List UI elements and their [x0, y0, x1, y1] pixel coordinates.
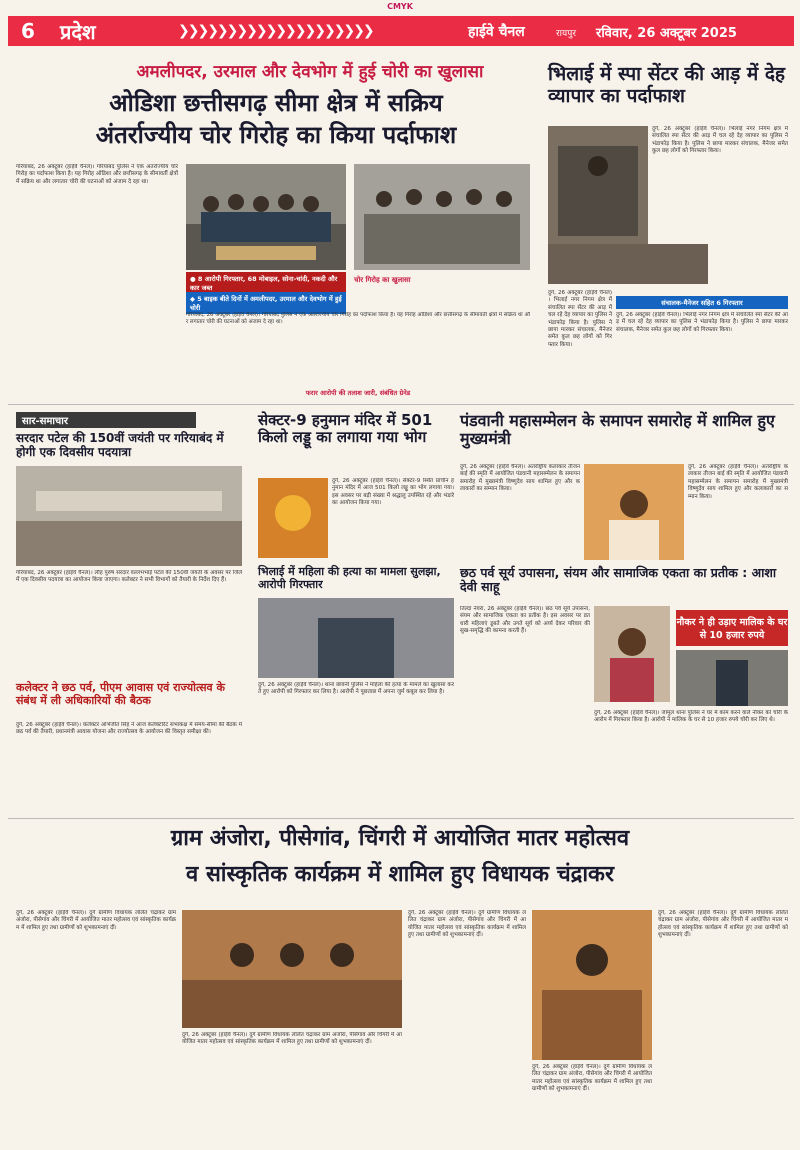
gram-headline-line2: व सांस्कृतिक कार्यक्रम में शामिल हुए विधायक चंद्राकर: [186, 862, 614, 887]
murder-body: [258, 682, 454, 812]
lead-caption-2: ◆ 5 बाइक बीते दिनों में अमलीपदर, उरमाल और देवभोग में हुई चोरी: [186, 292, 346, 314]
bhilai-caption: संचालक-मैनेजर सहित 6 गिरफ्तार: [616, 296, 788, 309]
bhilai-body-bottom: [616, 312, 788, 400]
lead-body-column: [16, 164, 178, 400]
gram-body-text-4: दुर्ग, 26 अक्टूबर (हाईवे चैनल)। दुर्ग ग्रामीण विधायक ललित चंद्राकर ग्राम अंजोरा, पीसेगांव और चिंगरी में आयोजित मातर महोत्सव एवं सांस्कृतिक कार्यक्रम में शामिल हुए तथा ग्रामीणों को शुभकामनाएं दीं।: [532, 1064, 652, 1093]
gram-body-4: [532, 1064, 652, 1138]
pandwani-body: [460, 464, 580, 560]
chief-minister-image: [584, 464, 684, 560]
issue-date: रविवार, 26 अक्टूबर 2025: [596, 26, 737, 41]
chhath-body: [460, 606, 590, 812]
gram-body-5: [658, 910, 788, 1138]
pandwani-body-2: [688, 464, 788, 560]
collector-body-text: दुर्ग, 26 अक्टूबर (हाईवे चैनल)। कलेक्टर अभिजीत सिंह ने आज कलेक्टोरेट सभाकक्ष में समय-सीमा की बैठक में छठ पर्व की तैयारी, प्रधानमंत्री आवास योजना और राज्योत्सव के आयोजन की विस्तृत समीक्षा की।: [16, 722, 242, 736]
arrested-servant-image: [676, 650, 788, 706]
murder-body-text: दुर्ग, 26 अक्टूबर (हाईवे चैनल)। थाना छावनी पुलिस ने महिला की हत्या के मामले का खुलासा करते हुए आरोपी को गिरफ्तार कर लिया है। आरोपी ने पूछताछ में अपना जुर्म कबूल कर लिया है।: [258, 682, 454, 696]
pandwani-body-text: दुर्ग, 26 अक्टूबर (हाईवे चैनल)। अंतर्राष्ट्रीय कलाकार तीजन बाई की स्मृति में आयोजित पंडवानी महासम्मेलन के समापन समारोह में मुख्यमंत्री विष्णुदेव साय शामिल हुए और कलाकारों का सम्मान किया।: [460, 464, 580, 493]
chhath-body-text: तिल्दा नेवरा, 26 अक्टूबर (हाईवे चैनल)। छठ पर्व सूर्य उपासना, संयम और सामाजिक एकता का प्रतीक है। इस अवसर पर व्रतधारी महिलाएं डूबते और उगते सूर्य को अर्घ्य देकर परिवार की सुख-समृद्धि की कामना करती हैं।: [460, 606, 590, 635]
laddu-photo: [258, 478, 328, 558]
collector-headline: कलेक्टर ने छठ पर्व, पीएम आवास एवं राज्योत्सव के संबंध में ली अधिकारियों की बैठक: [16, 681, 225, 707]
pandwani-headline: पंडवानी महासम्मेलन के समापन समारोह में शामिल हुए मुख्यमंत्री: [460, 411, 775, 449]
page-header: [8, 16, 794, 46]
lead-kicker: अमलीपदर, उरमाल और देवभोग में हुई चोरी का खुलासा: [136, 62, 484, 82]
gram-body-text-2: दुर्ग, 26 अक्टूबर (हाईवे चैनल)। दुर्ग ग्रामीण विधायक ललित चंद्राकर ग्राम अंजोरा, पीसेगांव और चिंगरी में आयोजित मातर महोत्सव एवं सांस्कृतिक कार्यक्रम में शामिल हुए तथा ग्रामीणों को शुभकामनाएं दीं।: [182, 1032, 402, 1046]
sardar-patel-body-text: गरियाबंद, 26 अक्टूबर (हाईवे चैनल)। लौह पुरुष सरदार वल्लभभाई पटेल की 150वीं जयंती के अवसर पर जिले में एक दिवसीय पदयात्रा का आयोजन किया जाएगा। कलेक्टर ने सभी विभागों को तैयारी के निर्देश दिए हैं।: [16, 570, 242, 584]
seized-items-photo: [354, 164, 530, 270]
gram-body-text-3: दुर्ग, 26 अक्टूबर (हाईवे चैनल)। दुर्ग ग्रामीण विधायक ललित चंद्राकर ग्राम अंजोरा, पीसेगांव और चिंगरी में आयोजित मातर महोत्सव एवं सांस्कृतिक कार्यक्रम में शामिल हुए तथा ग्रामीणों को शुभकामनाएं दीं।: [408, 910, 526, 939]
naukar-headline: नौकर ने ही उड़ाए मालिक के घर से 10 हजार रुपये: [676, 610, 788, 646]
chhath-photo: [594, 606, 670, 702]
bhilai-headline: भिलाई में स्पा सेंटर की आड़ में देह व्यापार का पर्दाफाश: [548, 63, 786, 107]
lead-sub-heading: चोर गिरोह का खुलासा: [354, 276, 411, 284]
newspaper-brand: हाईवे चैनल: [468, 24, 525, 40]
edition-city: रायपुर: [556, 29, 577, 39]
gram-photo-2: [532, 910, 652, 1060]
bhilai-body-text-2: दुर्ग, 26 अक्टूबर (हाईवे चैनल)। भिलाई नगर निगम क्षेत्र में संचालित स्पा सेंटर की आड़ में चल रहे देह व्यापार का पुलिस ने भंडाफोड़ किया है। पुलिस ने छापा मारकर संचालक, मैनेजर समेत कुल छह लोगों को गिरफ्तार किया।: [548, 290, 612, 348]
gram-photo: [182, 910, 402, 1028]
chevron-arrows-icon: ❯❯❯❯❯❯❯❯❯❯❯❯❯❯❯❯❯❯❯❯: [178, 23, 373, 39]
section-title: प्रदेश: [60, 19, 96, 44]
naukar-body: [594, 710, 788, 812]
gram-headline-line1: ग्राम अंजोरा, पीसेगांव, चिंगरी में आयोजित मातर महोत्सव: [170, 826, 630, 851]
seized-items-image: [354, 164, 530, 270]
lead-caption-1: ● 8 आरोपी गिरफ्तार, 68 मोबाइल, सोना-चांदी, नकदी और कार जब्त: [186, 272, 346, 294]
sardar-patel-body: [16, 570, 242, 678]
gram-body-1: [16, 910, 176, 1138]
pandwani-body-text-2: दुर्ग, 26 अक्टूबर (हाईवे चैनल)। अंतर्राष्ट्रीय कलाकार तीजन बाई की स्मृति में आयोजित पंडवानी महासम्मेलन के समापन समारोह में मुख्यमंत्री विष्णुदेव साय शामिल हुए और कलाकारों का सम्मान किया।: [688, 464, 788, 500]
mla-stage-image: [182, 910, 402, 1028]
sardar-patel-photo: [16, 466, 242, 566]
asha-devi-portrait: [594, 606, 670, 702]
laddu-headline: सेक्टर-9 हनुमान मंदिर में 501 किलो लड्डू का लगाया गया भोग: [258, 411, 433, 447]
lead-body-cont: [186, 312, 530, 384]
bhilai-body-text-3: दुर्ग, 26 अक्टूबर (हाईवे चैनल)। भिलाई नगर निगम क्षेत्र में संचालित स्पा सेंटर की आड़ में चल रहे देह व्यापार का पुलिस ने भंडाफोड़ किया है। पुलिस ने छापा मारकर संचालक, मैनेजर समेत कुल छह लोगों को गिरफ्तार किया।: [616, 312, 788, 333]
bhilai-body-left: [548, 290, 612, 400]
print-registration-marks: CMYK: [387, 2, 413, 11]
bhilai-body-text: दुर्ग, 26 अक्टूबर (हाईवे चैनल)। भिलाई नगर निगम क्षेत्र में संचालित स्पा सेंटर की आड़ में चल रहे देह व्यापार का पुलिस ने भंडाफोड़ किया है। पुलिस ने छापा मारकर संचालक, मैनेजर समेत कुल छह लोगों को गिरफ्तार किया।: [652, 126, 788, 155]
laddu-body: [332, 478, 454, 558]
lead-headline-line2: अंतर्राज्यीय चोर गिरोह का किया पर्दाफाश: [95, 121, 457, 149]
divider: [8, 404, 794, 405]
gram-body-text-5: दुर्ग, 26 अक्टूबर (हाईवे चैनल)। दुर्ग ग्रामीण विधायक ललित चंद्राकर ग्राम अंजोरा, पीसेगांव और चिंगरी में आयोजित मातर महोत्सव एवं सांस्कृतिक कार्यक्रम में शामिल हुए तथा ग्रामीणों को शुभकामनाएं दीं।: [658, 910, 788, 939]
naukar-body-text: दुर्ग, 26 अक्टूबर (हाईवे चैनल)। जामुल थाना पुलिस ने घर में काम करने वाले नौकर को चोरी के आरोप में गिरफ्तार किया है। आरोपी ने मालिक के घर से 10 हजार रुपये चोरी कर लिए थे।: [594, 710, 788, 724]
laddu-body-text: दुर्ग, 26 अक्टूबर (हाईवे चैनल)। सेक्टर-9 स्थित प्राचीन हनुमान मंदिर में आज 501 किलो लड्डू का भोग लगाया गया। इस अवसर पर बड़ी संख्या में श्रद्धालु उपस्थित रहे और भंडारे का आयोजन किया गया।: [332, 478, 454, 507]
lead-body-text: गरियाबंद, 26 अक्टूबर (हाईवे चैनल)। गरियाबंद पुलिस ने एक अंतर्राज्यीय चोर गिरोह का पर्दाफाश किया है। यह गिरोह ओडिशा और छत्तीसगढ़ के सीमावर्ती क्षेत्रों में सक्रिय था और लगातार चोरी की घटनाओं को अंजाम दे रहा था।: [16, 164, 178, 185]
collector-body: [16, 722, 242, 812]
police-accused-image: [258, 598, 454, 678]
gram-body-3: [408, 910, 526, 1138]
cultural-program-image: [532, 910, 652, 1060]
murder-photo: [258, 598, 454, 678]
pandwani-photo: [584, 464, 684, 560]
lead-body-text-2: गरियाबंद, 26 अक्टूबर (हाईवे चैनल)। गरियाबंद पुलिस ने एक अंतर्राज्यीय चोर गिरोह का पर्दाफाश किया है। यह गिरोह ओडिशा और छत्तीसगढ़ के सीमावर्ती क्षेत्रों में सक्रिय था और लगातार चोरी की घटनाओं को अंजाम दे रहा था।: [186, 312, 530, 326]
accused-group-image: [186, 164, 346, 270]
lead-headline-line1: ओडिशा छत्तीसगढ़ सीमा क्षेत्र में सक्रिय: [109, 89, 443, 117]
gram-body-text-1: दुर्ग, 26 अक्टूबर (हाईवे चैनल)। दुर्ग ग्रामीण विधायक ललित चंद्राकर ग्राम अंजोरा, पीसेगांव और चिंगरी में आयोजित मातर महोत्सव एवं सांस्कृतिक कार्यक्रम में शामिल हुए तथा ग्रामीणों को शुभकामनाएं दीं।: [16, 910, 176, 931]
sar-samachar-tag: सार-समाचार: [16, 412, 196, 428]
accused-lineup-image: [548, 244, 708, 284]
meeting-hall-image: [16, 466, 242, 566]
chhath-headline: छठ पर्व सूर्य उपासना, संयम और सामाजिक एकता का प्रतीक : आशा देवी साहू: [460, 565, 777, 595]
sardar-patel-headline: सरदार पटेल की 150वीं जयंती पर गरियाबंद में होगी एक दिवसीय पदयात्रा: [16, 431, 224, 459]
gram-body-2: [182, 1032, 402, 1138]
divider-2: [8, 818, 794, 819]
murder-headline: भिलाई में महिला की हत्या का मामला सुलझा, आरोपी गिरफ्तार: [258, 565, 441, 591]
naukar-photo: [676, 650, 788, 706]
lead-photo: [186, 164, 346, 270]
lead-signoff: फरार आरोपी की तलाश जारी, संबंधित ग्रेनेड: [305, 389, 411, 397]
page-number: 6: [21, 19, 35, 43]
bhilai-photo-2: [548, 244, 708, 284]
hanuman-idol-image: [258, 478, 328, 558]
